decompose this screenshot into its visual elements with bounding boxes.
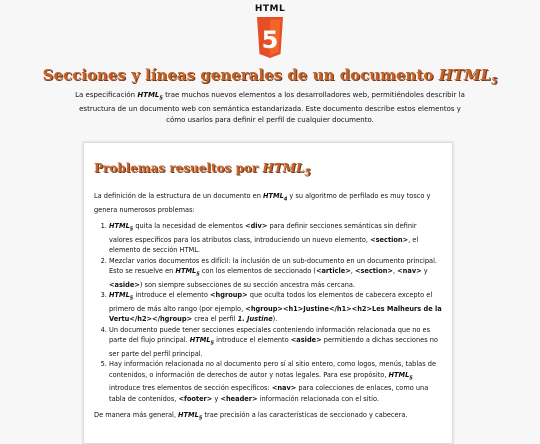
title-version: 5 [491,77,498,87]
list-item: 2. Mezclar varios documentos es difícil: la inclusión de un sub-documento en un documento principal. Esto se resuelve en $HTML_5$ con los elementos de seccionado (<article>, <section>, <nav> y <aside>) son siempre subsecciones de su sección ancestra más cercana. [109,256,442,291]
section-body [94,191,442,430]
section-title: Problemas resueltos por $HTML_5$ [94,161,311,179]
title-text: Secciones y líneas generales de un documento [42,66,439,84]
logo-text: HTML [254,4,286,14]
intro-text-1: La especificación [75,91,138,99]
list-item: 5. Hay información relacionada no al documento pero sí al sitio entero, como logos, menús, tablas de contenidos, o información de derechos de autor y notas legales. Para ese propósito, $HTML_5$ introduce tres elementos de sección específicos: <nav> para colecciones de enlaces, como una tabla de contenidos, <footer> y <header> información relacionada con el sitio. [109,359,442,404]
list-item: 3. $HTML_5$ introduce el elemento <hgroup> que oculta todos los elementos de cabecera excepto el primero de más alto rango (por ejemplo, <hgroup><h1>Justine</h1><h2>Les Malheurs de la Vertu</h2></hgroup> crea el perfil 1. Justine). [109,290,442,325]
section-paragraph-1: La definición de la estructura de un documento en $HTML_4$ y su algoritmo de perfilado es muy tosco y genera numerosos problemas: [94,192,431,214]
intro-html5: $HTML_5$ [137,91,163,102]
title-html: HTML [438,66,492,84]
section-paragraph-2: De manera más general, $HTML_5$ trae precisión a las características de seccionado y cabecera. [94,411,408,422]
intro-paragraph [70,90,470,126]
list-item: 4. Un documento puede tener secciones especiales conteniendo información relacionada que no es parte del flujo principal. $HTML_5$ introduce el elemento <aside> permitiendo a dichas secciones no ser parte del perfil principal. [109,325,442,360]
logo-digit: 5 [261,26,279,54]
content-card [83,142,453,444]
intro-text-2: trae muchos nuevos elementos a los desarrolladores web, permitiéndoles describir la estructura de un documento web con semántica estandarizada. Este documento describe estos elementos y cómo usarlos para definir el perfil de cualquier documento. [79,91,465,125]
html5-shield-icon [255,17,285,59]
page-title [0,66,540,87]
list-item: 1. $HTML_5$ quita la necesidad de elementos <div> para definir secciones semánticas sin definir valores específicos para los atributos class, introduciendo un nuevo elemento, <section>, el elemento de sección HTML. [109,221,442,256]
problems-list [94,221,442,404]
html5-logo [0,4,540,59]
